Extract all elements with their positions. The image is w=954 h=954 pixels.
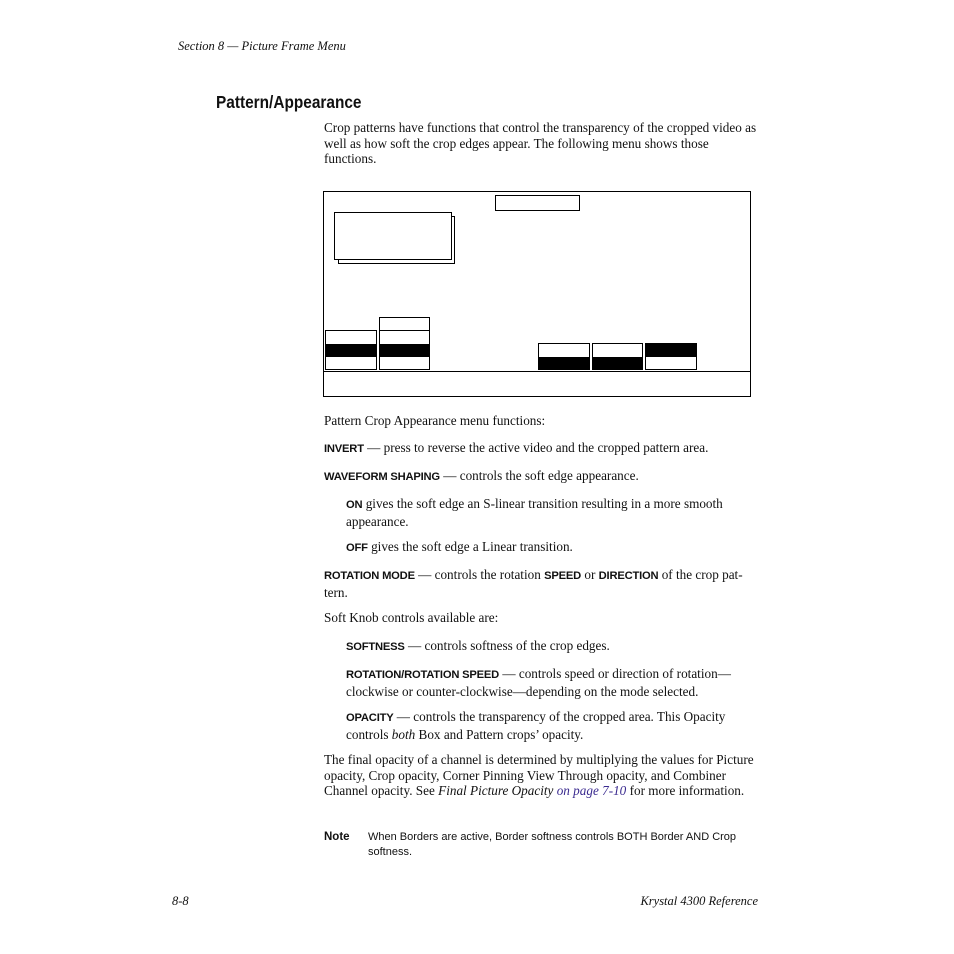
waveform-keyword: WAVEFORM SHAPING: [324, 471, 440, 483]
rotation-speed-keyword: ROTATION/ROTATION SPEED: [346, 669, 500, 681]
final-opacity-paragraph: The final opacity of a channel is determined by multiplying the values for Picture opacity, Crop opacity, Corner Pinning View Through opacity, and Combiner Channel opacity. See Final Picture Opacity on page 7-10 for more information.: [324, 752, 754, 799]
rotation-speed-description: ROTATION/ROTATION SPEED — controls speed or direction of rotation— clockwise or counter-clockwise—depending on the mode selected.: [346, 666, 731, 699]
section-title: Pattern/Appearance: [216, 92, 362, 112]
soft-knob-intro: Soft Knob controls available are:: [324, 610, 499, 625]
menu-knob-divider: [323, 371, 750, 372]
invert-keyword: INVERT: [324, 443, 364, 455]
rotation-mode-button-3-fill: [646, 344, 696, 357]
on-description: ON gives the soft edge an S-linear transition resulting in a more smooth appearance.: [346, 496, 723, 529]
off-description: OFF gives the soft edge a Linear transition.: [346, 539, 573, 554]
menu-panel: [334, 212, 452, 260]
direction-keyword: DIRECTION: [598, 570, 659, 582]
page-number: 8-8: [172, 894, 189, 908]
page-reference-link[interactable]: on page 7-10: [553, 783, 627, 799]
opacity-description: OPACITY — controls the transparency of the cropped area. This Opacity controls both Box and Pattern crops’ opacity.: [346, 709, 726, 742]
softness-description: SOFTNESS — controls softness of the crop edges.: [346, 638, 610, 653]
softness-keyword: SOFTNESS: [346, 641, 405, 653]
opacity-keyword: OPACITY: [346, 712, 394, 724]
note-text: When Borders are active, Border softness controls BOTH Border AND Crop softness.: [368, 831, 737, 858]
off-keyword: OFF: [346, 542, 368, 554]
waveform-description: WAVEFORM SHAPING — controls the soft edge appearance.: [324, 468, 639, 483]
rotation-mode-button-2-fill: [593, 357, 642, 369]
invert-button-active: [326, 344, 376, 357]
rotation-mode-description: ROTATION MODE — controls the rotation SPEED or DIRECTION of the crop pat- tern.: [324, 567, 743, 600]
note-label: Note: [324, 831, 350, 843]
waveform-button-active: [380, 344, 429, 357]
menu-caption: Pattern Crop Appearance menu functions:: [324, 413, 546, 428]
rotation-mode-keyword: ROTATION MODE: [324, 570, 415, 582]
rotation-mode-button-1-fill: [539, 357, 589, 369]
menu-title-box: [495, 195, 580, 211]
speed-keyword: SPEED: [544, 570, 582, 582]
invert-description: INVERT — press to reverse the active video and the cropped pattern area.: [324, 440, 709, 455]
intro-paragraph: Crop patterns have functions that control the transparency of the cropped video as well as how soft the crop edges appear. The following menu shows those functions.: [324, 120, 757, 167]
menu-diagram: [323, 191, 751, 397]
running-header: Section 8 — Picture Frame Menu: [178, 39, 346, 53]
on-keyword: ON: [346, 499, 363, 511]
document-title: Krystal 4300 Reference: [640, 894, 758, 908]
waveform-header-box: [379, 317, 430, 331]
